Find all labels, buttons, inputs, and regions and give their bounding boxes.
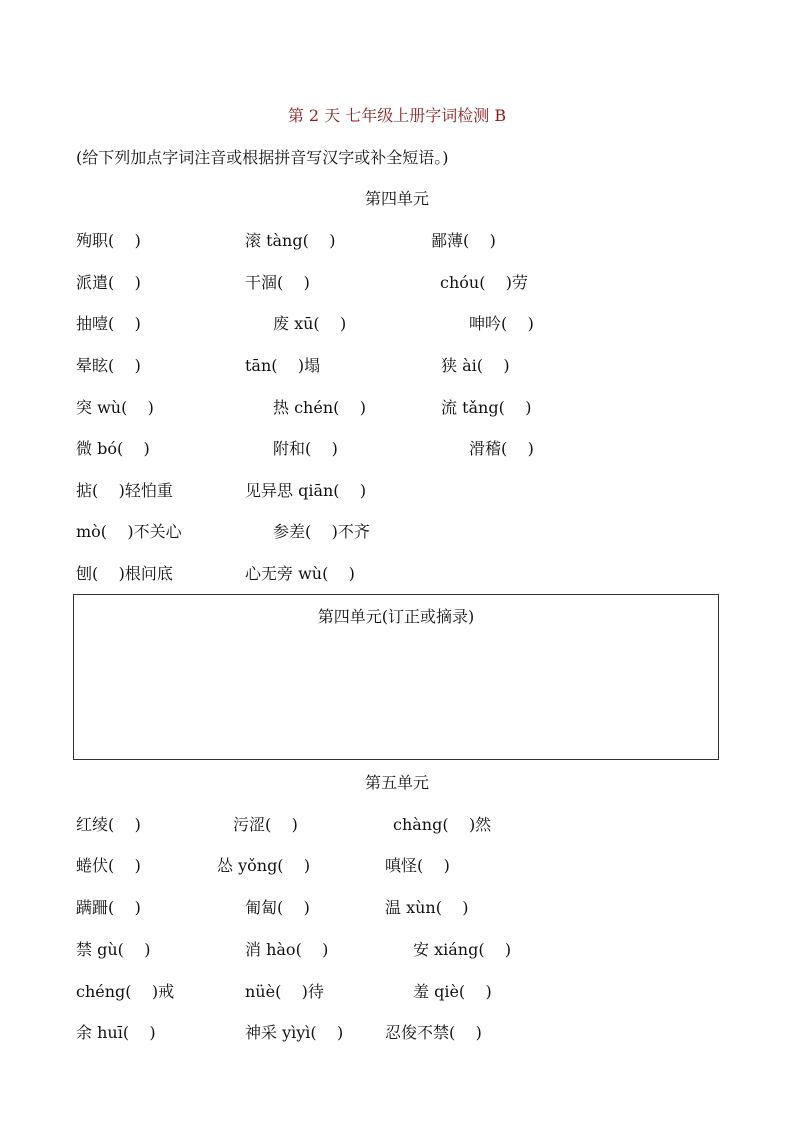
unit4-item: 干涸( ) [245,273,310,292]
unit4-item: 滚 tàng( ) [245,231,336,250]
unit4-item: 附和( ) [273,439,338,458]
unit5-item: 消 hào( ) [245,940,329,959]
unit5-item: 蜷伏( ) [76,856,141,875]
unit4-item: 呻吟( ) [469,314,534,333]
unit4-item: 晕眩( ) [76,356,141,375]
unit5-item: 匍匐( ) [245,898,310,917]
unit4-item: 鄙薄( ) [431,231,496,250]
unit4-item: 流 tǎng( ) [441,398,532,417]
unit4-item: 狭 ài( ) [441,356,510,375]
unit4-heading: 第四单元 [364,189,429,208]
unit5-item: 余 huī( ) [76,1023,156,1042]
correction-box-title: 第四单元(订正或摘录) [317,607,475,626]
unit5-item: 忍俊不禁( ) [385,1023,482,1042]
unit5-item: chéng( )戒 [76,982,175,1001]
unit5-item: 红绫( ) [76,815,141,834]
unit5-item: nüè( )待 [245,982,324,1001]
unit5-item: 温 xùn( ) [385,898,469,917]
unit5-item: chàng( )然 [393,815,492,834]
unit4-phrase: 刨( )根问底 [76,564,173,583]
unit4-item: 微 bó( ) [76,439,150,458]
unit4-item: 废 xū( ) [273,314,347,333]
unit4-item: tān( )塌 [245,356,321,375]
unit4-phrase: 心无旁 wù( ) [245,564,355,583]
unit5-heading: 第五单元 [364,773,429,792]
unit4-phrase: mò( )不关心 [76,522,182,541]
unit5-item: 羞 qiè( ) [413,982,492,1001]
correction-box[interactable] [73,594,719,760]
unit4-phrase: 掂( )轻怕重 [76,481,173,500]
instruction: (给下列加点字词注音或根据拼音写汉字或补全短语。) [76,148,449,167]
unit5-item: 神采 yìyì( ) [245,1023,344,1042]
unit5-item: 怂 yǒng( ) [217,856,311,875]
unit4-item: 热 chén( ) [273,398,366,417]
unit5-item: 污涩( ) [233,815,298,834]
unit4-item: 突 wù( ) [76,398,154,417]
unit4-phrase: 参差( )不齐 [273,522,370,541]
unit4-item: 派遣( ) [76,273,141,292]
unit5-item: 嗔怪( ) [385,856,450,875]
unit4-item: 抽噎( ) [76,314,141,333]
unit4-item: 殉职( ) [76,231,141,250]
unit5-item: 安 xiáng( ) [413,940,512,959]
unit5-item: 禁 gù( ) [76,940,151,959]
unit4-item: 滑稽( ) [469,439,534,458]
unit5-item: 蹒跚( ) [76,898,141,917]
unit4-item: chóu( )劳 [440,273,529,292]
unit4-phrase: 见异思 qiān( ) [245,481,367,500]
page-title: 第 2 天 七年级上册字词检测 B [287,106,507,125]
